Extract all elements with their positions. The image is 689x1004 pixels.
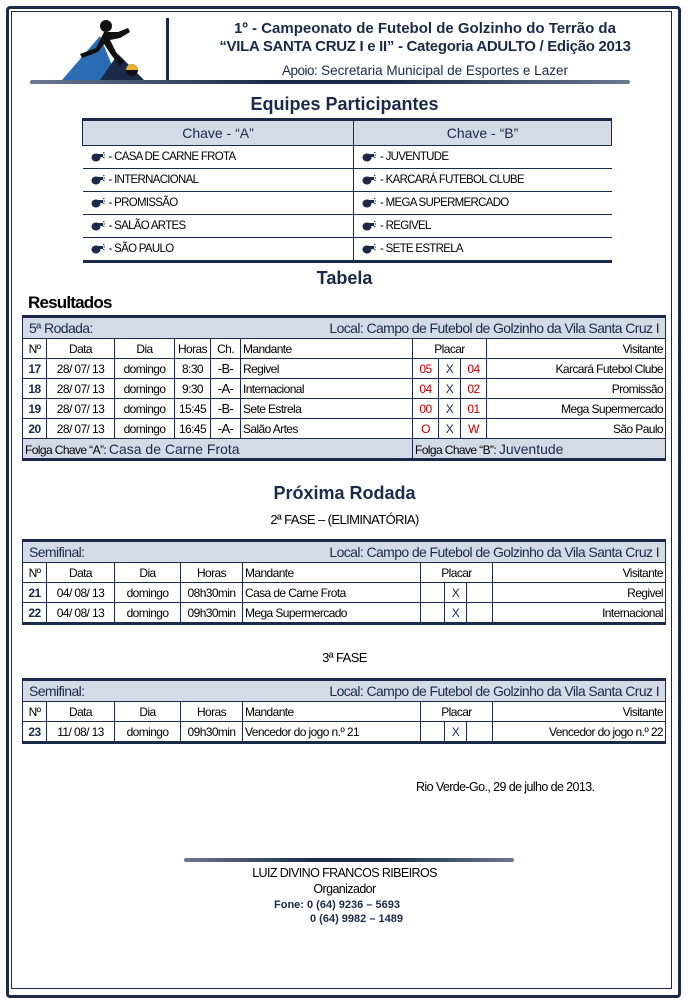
versus-mark: X xyxy=(445,603,467,624)
team-b-name: - KARCARÁ FUTEBOL CLUBE xyxy=(380,174,524,186)
game-date: 28/ 07/ 13 xyxy=(47,379,115,399)
game-day: domingo xyxy=(115,359,175,379)
folga-b-value: Juventude xyxy=(498,440,564,457)
semifinal-2-column-header-row xyxy=(23,702,666,722)
col-mandante: Mandante xyxy=(243,702,421,722)
team-row xyxy=(83,169,612,192)
away-score: 04 xyxy=(461,359,487,379)
whistle-icon xyxy=(91,221,105,231)
game-chave: -B- xyxy=(211,359,241,379)
game-row xyxy=(23,722,666,743)
apoio-label: Apoio: xyxy=(282,63,318,78)
away-score xyxy=(467,603,493,624)
semifinal-1-local: Local: Campo de Futebol de Golzinho da Vila Santa Cruz I xyxy=(243,541,666,563)
game-home-team: Regivel xyxy=(241,359,413,379)
home-score: 05 xyxy=(413,359,439,379)
chave-a-header: Chave - “A” xyxy=(83,120,354,146)
apoio-value: Secretaria Municipal de Esportes e Lazer xyxy=(321,63,568,78)
versus-mark: X xyxy=(439,399,461,419)
col-dia: Dia xyxy=(115,339,175,359)
apoio-line xyxy=(180,63,670,78)
game-time: 15:45 xyxy=(175,399,211,419)
team-b-cell xyxy=(354,192,612,215)
team-a-cell xyxy=(83,169,354,192)
team-a-name: - CASA DE CARNE FROTA xyxy=(108,151,236,163)
game-home-team: Salão Artes xyxy=(241,419,413,439)
tabela-title: Tabela xyxy=(316,268,373,288)
away-score: W xyxy=(461,419,487,439)
semifinal-2-table xyxy=(22,678,666,744)
away-score xyxy=(467,722,493,743)
game-away-team: Karcará Futebol Clube xyxy=(487,359,666,379)
home-score xyxy=(421,603,445,624)
game-home-team: Vencedor do jogo n.º 21 xyxy=(243,722,421,743)
game-number: 19 xyxy=(23,399,47,419)
col-mandante: Mandante xyxy=(243,563,421,583)
team-row xyxy=(83,215,612,238)
team-a-name: - SÃO PAULO xyxy=(108,243,174,255)
championship-title xyxy=(180,20,670,56)
semifinal-1-table xyxy=(22,539,666,625)
col-placar: Placar xyxy=(421,702,493,722)
rodada-label: 5ª Rodada: xyxy=(23,317,241,339)
team-a-name: - SALÃO ARTES xyxy=(108,220,186,232)
col-mandante: Mandante xyxy=(241,339,413,359)
folga-b xyxy=(413,439,666,460)
game-time: 8:30 xyxy=(175,359,211,379)
team-b-cell xyxy=(354,146,612,169)
team-b-name: - MEGA SUPERMERCADO xyxy=(380,197,509,209)
game-date: 28/ 07/ 13 xyxy=(47,359,115,379)
header-divider-horizontal xyxy=(30,80,630,84)
col-horas: Horas xyxy=(181,702,243,722)
home-score: O xyxy=(413,419,439,439)
game-home-team: Casa de Carne Frota xyxy=(243,583,421,603)
resultados-title: Resultados xyxy=(28,293,112,312)
team-b-cell xyxy=(354,215,612,238)
signature-line xyxy=(184,858,514,862)
game-chave: -B- xyxy=(211,399,241,419)
whistle-icon xyxy=(362,244,376,254)
team-a-cell xyxy=(83,192,354,215)
semifinal-1-header-row xyxy=(23,541,666,563)
folga-a-value: Casa de Carne Frota xyxy=(108,440,240,457)
game-away-team: São Paulo xyxy=(487,419,666,439)
whistle-icon xyxy=(362,175,376,185)
game-row xyxy=(23,603,666,624)
organizer-role: Organizador xyxy=(313,882,376,896)
proxima-rodada-title: Próxima Rodada xyxy=(273,483,416,503)
chave-b-header: Chave - “B” xyxy=(354,120,612,146)
column-header-row xyxy=(23,339,666,359)
soccer-player-logo-icon xyxy=(60,14,146,82)
whistle-icon xyxy=(362,221,376,231)
col-dia: Dia xyxy=(115,702,181,722)
whistle-icon xyxy=(91,244,105,254)
team-a-name: - INTERNACIONAL xyxy=(108,174,199,186)
game-day: domingo xyxy=(115,379,175,399)
game-row xyxy=(23,419,666,439)
game-number: 18 xyxy=(23,379,47,399)
game-day: domingo xyxy=(115,419,175,439)
col-num: Nº xyxy=(23,563,47,583)
game-date: 28/ 07/ 13 xyxy=(47,419,115,439)
rodada-5-table xyxy=(22,315,666,461)
versus-mark: X xyxy=(445,722,467,743)
game-number: 22 xyxy=(23,603,47,624)
game-home-team: Mega Supermercado xyxy=(243,603,421,624)
whistle-icon xyxy=(91,198,105,208)
col-visitante: Visitante xyxy=(493,702,666,722)
col-visitante: Visitante xyxy=(487,339,666,359)
semifinal-1-column-header-row xyxy=(23,563,666,583)
semifinal-2-label: Semifinal: xyxy=(23,680,243,702)
teams-table xyxy=(82,118,612,263)
game-day: domingo xyxy=(115,399,175,419)
game-number: 23 xyxy=(23,722,47,743)
game-chave: -A- xyxy=(211,419,241,439)
col-horas: Horas xyxy=(181,563,243,583)
team-b-name: - JUVENTUDE xyxy=(380,151,449,163)
semifinal-2-header-row xyxy=(23,680,666,702)
game-row xyxy=(23,583,666,603)
whistle-icon xyxy=(91,175,105,185)
game-date: 04/ 08/ 13 xyxy=(47,583,115,603)
rodada-header-row xyxy=(23,317,666,339)
game-home-team: Sete Estrela xyxy=(241,399,413,419)
fase2-title: 2ª FASE – (ELIMINATÓRIA) xyxy=(270,512,419,527)
game-away-team: Promissão xyxy=(487,379,666,399)
team-b-cell xyxy=(354,169,612,192)
team-a-cell xyxy=(83,215,354,238)
whistle-icon xyxy=(91,152,105,162)
home-score xyxy=(421,722,445,743)
game-number: 17 xyxy=(23,359,47,379)
team-b-name: - SETE ESTRELA xyxy=(380,243,463,255)
game-away-team: Mega Supermercado xyxy=(487,399,666,419)
game-away-team: Internacional xyxy=(493,603,666,624)
team-b-name: - REGIVEL xyxy=(380,220,431,232)
folga-a xyxy=(23,439,413,460)
game-date: 04/ 08/ 13 xyxy=(47,603,115,624)
game-away-team: Regivel xyxy=(493,583,666,603)
folga-row xyxy=(23,439,666,460)
date-line: Rio Verde-Go., 29 de julho de 2013. xyxy=(416,780,595,794)
fase3-title: 3ª FASE xyxy=(322,650,367,665)
col-num: Nº xyxy=(23,702,47,722)
versus-mark: X xyxy=(439,419,461,439)
whistle-icon xyxy=(362,152,376,162)
team-row xyxy=(83,146,612,169)
game-time: 16:45 xyxy=(175,419,211,439)
game-day: domingo xyxy=(115,722,181,743)
team-a-cell xyxy=(83,238,354,262)
game-time: 09h30min xyxy=(181,603,243,624)
game-chave: -A- xyxy=(211,379,241,399)
game-date: 11/ 08/ 13 xyxy=(47,722,115,743)
game-number: 21 xyxy=(23,583,47,603)
rodada-local: Local: Campo de Futebol de Golzinho da Vila Santa Cruz I xyxy=(241,317,666,339)
home-score: 00 xyxy=(413,399,439,419)
team-a-name: - PROMISSÃO xyxy=(108,197,178,209)
phone-2: 0 (64) 9982 – 1489 xyxy=(310,913,403,925)
folga-a-label: Folga Chave “A”: xyxy=(25,442,107,457)
header-divider-vertical xyxy=(166,18,169,80)
col-horas: Horas xyxy=(175,339,211,359)
versus-mark: X xyxy=(439,359,461,379)
folga-b-label: Folga Chave “B”: xyxy=(415,442,497,457)
game-time: 08h30min xyxy=(181,583,243,603)
away-score xyxy=(467,583,493,603)
game-row xyxy=(23,379,666,399)
team-row xyxy=(83,192,612,215)
col-placar: Placar xyxy=(413,339,487,359)
col-placar: Placar xyxy=(421,563,493,583)
game-row xyxy=(23,359,666,379)
semifinal-2-local: Local: Campo de Futebol de Golzinho da Vila Santa Cruz I xyxy=(243,680,666,702)
game-home-team: Internacional xyxy=(241,379,413,399)
away-score: 01 xyxy=(461,399,487,419)
game-time: 09h30min xyxy=(181,722,243,743)
game-number: 20 xyxy=(23,419,47,439)
team-row xyxy=(83,238,612,262)
game-day: domingo xyxy=(115,583,181,603)
col-ch: Ch. xyxy=(211,339,241,359)
versus-mark: X xyxy=(445,583,467,603)
versus-mark: X xyxy=(439,379,461,399)
col-visitante: Visitante xyxy=(493,563,666,583)
team-a-cell xyxy=(83,146,354,169)
col-data: Data xyxy=(47,563,115,583)
home-score: 04 xyxy=(413,379,439,399)
whistle-icon xyxy=(362,198,376,208)
title-line-1: 1º - Campeonato de Futebol de Golzinho do Terrão da xyxy=(234,20,616,37)
col-num: Nº xyxy=(23,339,47,359)
game-day: domingo xyxy=(115,603,181,624)
organizer-name: LUIZ DIVINO FRANCOS RIBEIROS xyxy=(252,866,437,880)
col-data: Data xyxy=(47,339,115,359)
col-data: Data xyxy=(47,702,115,722)
home-score xyxy=(421,583,445,603)
game-away-team: Vencedor do jogo n.º 22 xyxy=(493,722,666,743)
game-time: 9:30 xyxy=(175,379,211,399)
game-row xyxy=(23,399,666,419)
title-line-2: “VILA SANTA CRUZ I e II” - Categoria ADULTO / Edição 2013 xyxy=(219,38,631,55)
col-dia: Dia xyxy=(115,563,181,583)
away-score: 02 xyxy=(461,379,487,399)
team-b-cell xyxy=(354,238,612,262)
semifinal-1-label: Semifinal: xyxy=(23,541,243,563)
phone-1: Fone: 0 (64) 9236 – 5693 xyxy=(274,899,400,911)
teams-title: Equipes Participantes xyxy=(250,94,439,114)
game-date: 28/ 07/ 13 xyxy=(47,399,115,419)
